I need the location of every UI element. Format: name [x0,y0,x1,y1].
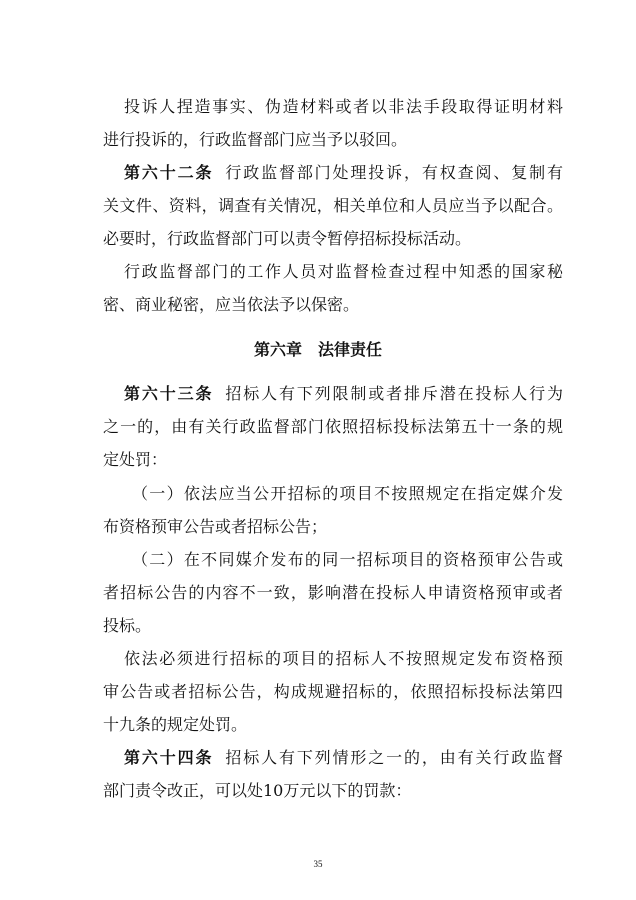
text-line: 依法必须进行招标的项目的招标人不按照规定发布资格预 [124,649,563,668]
text-line: 者招标公告的内容不一致，影响潜在投标人申请资格预审或者 [103,583,563,602]
article-63-first-line [124,384,563,404]
text-line: 投诉人捏造事实、伪造材料或者以非法手段取得证明材料 [124,97,563,116]
article-62-label: 第六十二条 [124,163,214,182]
text-line: 必要时，行政监督部门可以责令暂停招标投标活动。 [103,229,472,248]
text-line: 密、商业秘密，应当依法予以保密。 [103,295,360,314]
text-line: 行政监督部门的工作人员对监督检查过程中知悉的国家秘 [124,262,563,281]
text-line: 十九条的规定处罚。 [103,715,248,734]
article-62-first-line [124,163,563,183]
article-63-label: 第六十三条 [124,384,214,403]
text-line: 招标人有下列情形之一的，由有关行政监督 [225,748,563,767]
text-line: （二）在不同媒介发布的同一招标项目的资格预审公告或 [132,550,563,569]
text-line: 审公告或者招标公告，构成规避招标的，依照招标投标法第四 [103,682,563,701]
article-64-first-line [124,748,563,768]
text-line: 部门责令改正，可以处10万元以下的罚款： [103,781,412,800]
text-line: 招标人有下列限制或者排斥潜在投标人行为 [225,384,563,403]
text-line: 投标。 [103,616,152,635]
text-line: 定处罚： [103,450,168,469]
article-64-label: 第六十四条 [124,748,214,767]
text-line: 关文件、资料，调查有关情况，相关单位和人员应当予以配合。 [103,196,563,215]
page-number: 35 [313,859,323,869]
text-line: 布资格预审公告或者招标公告； [103,517,328,536]
chapter-heading: 第六章 法律责任 [253,340,382,359]
text-line: 进行投诉的，行政监督部门应当予以驳回。 [103,130,408,149]
text-line: 行政监督部门处理投诉，有权查阅、复制有 [225,163,563,182]
text-line: 之一的，由有关行政监督部门依照招标投标法第五十一条的规 [103,417,563,436]
text-line: （一）依法应当公开招标的项目不按照规定在指定媒介发 [132,484,563,503]
